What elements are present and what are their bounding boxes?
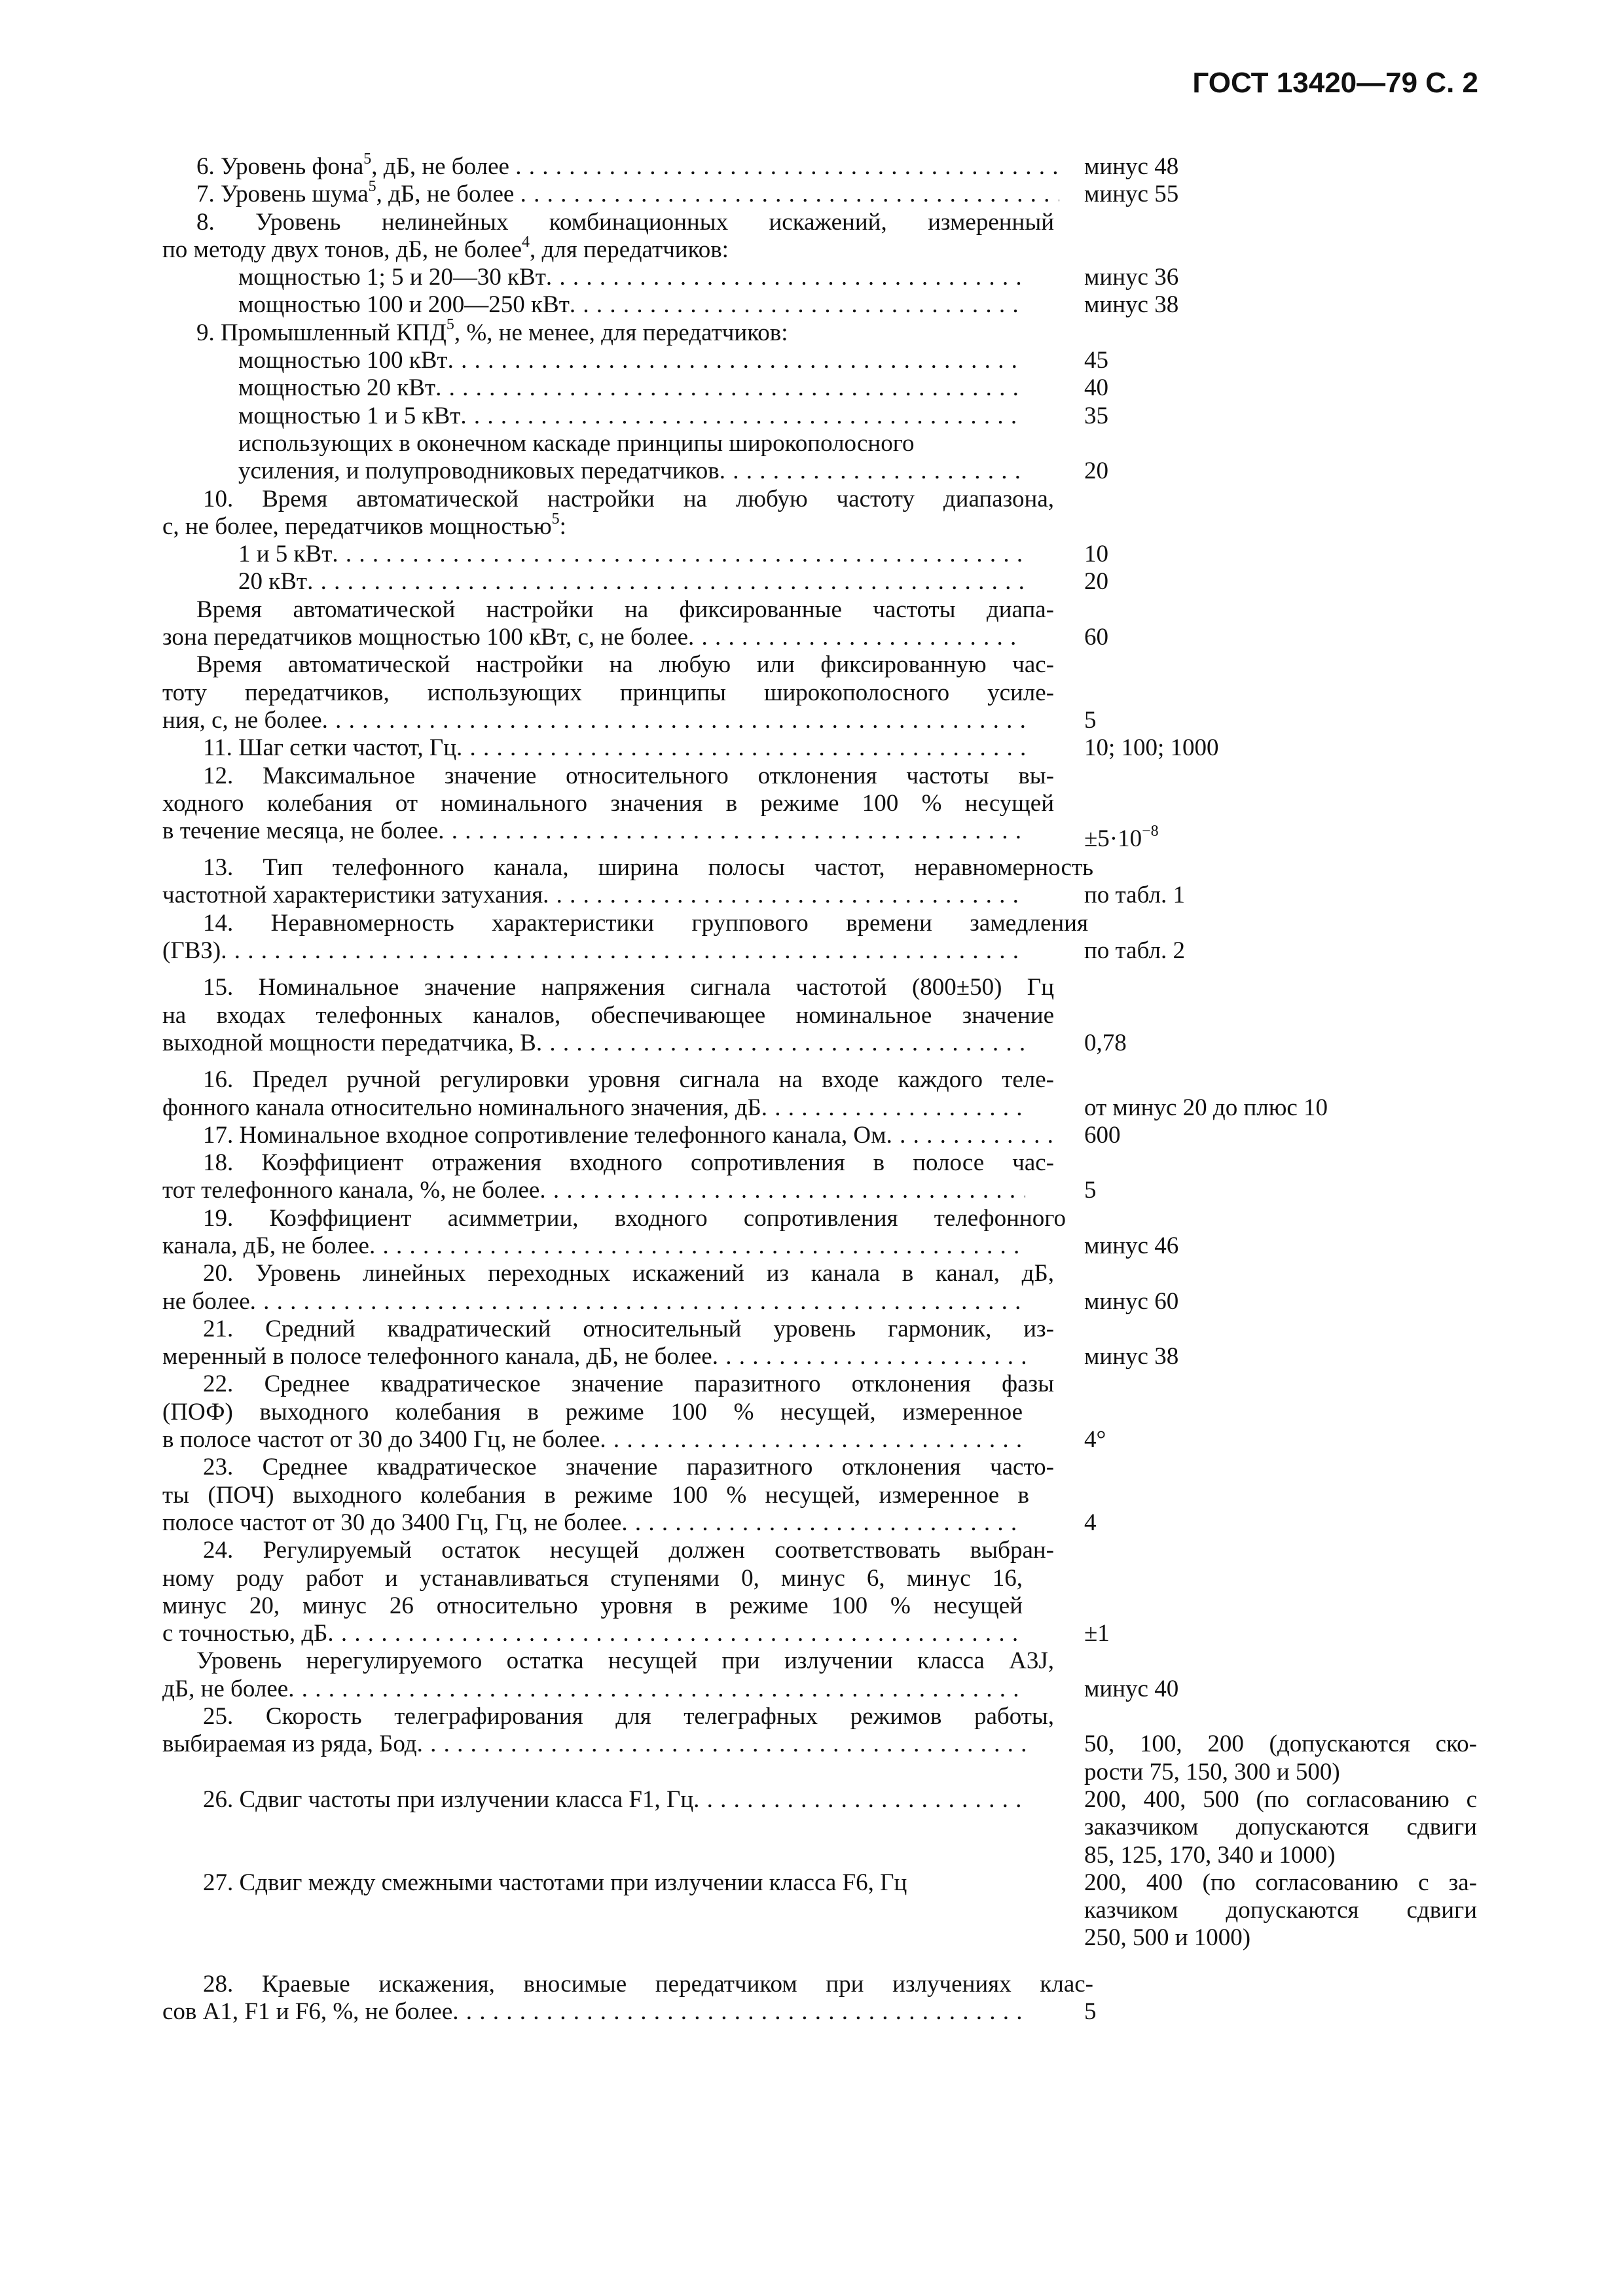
item-24-line: 24. Регулируемый остаток несущей должен соответствовать выбран- [203,1537,1054,1564]
item-11: 11. Шаг сетки частот, Гц . . . 10; 100; 1000 [162,734,1485,762]
item-27: 27. Сдвиг между смежными частотами при излучении класса F6, Гц 200, 400 (по согласованию с за- [203,1869,1477,1896]
item-13-line: 13. Тип телефонного канала, ширина полосы частот, неравномерность [203,854,1093,882]
page-header: ГОСТ 13420—79 С. 2 [1192,67,1478,99]
item-22-line: 22. Среднее квадратическое значение паразитного отклонения фазы [203,1371,1054,1398]
item-18-line: 18. Коэффициент отражения входного сопротивления в полосе час- [203,1149,1054,1177]
spec-list: 6. Уровень фона$^5$, дБ, не более . . . минус 48 7. Уровень шума$^5$, дБ, не более . . . минус 55 8. Уровень нелинейных комбинационных искажений, измеренный по методу двух тонов, дБ, не более$^4$, для передатчиков: мощностью 1; 5 и 20—30 кВт . . . минус 36 мощностью 100 и 200—250 кВт . . . минус 38 9. Промышленный КПД$^5$, %, не менее, для передатчиков: мощностью 100 кВт . . . 45 мощностью 20 кВт . . . 40 мощностью 1 и 5 кВт . . . 35 использующих в оконечном каскаде принципы широкополосного усиления, и полупроводниковых передатчиков . . . 20 10. Время автоматической настройки на любую частоту диапазона, с, не более, передатчиков мощностью$^5$: 1 и 5 кВт . . . 10 20 кВт . . . 20 Время автоматической настройки на фиксированные частоты диапа- зона передатчиков мощностью 100 кВт, с, не более . . . 60 Время автоматической настройки на любую или фиксированную час- тоту передатчиков, использующих принципы широкополосного усиле- ния, с, не более . . . 5 11. Шаг сетки частот, Гц . . . 10; 100; 1000 12. Максимальное значение относительного отклонения частоты вы- ходного колебания от номинального значения в режиме 100 % несущей в течение месяца, не более . . . $\pm 5\cdot 10^{-8}$ 13. Тип телефонного канала, ширина полосы частот, неравномерность частотной характеристики затухания . . . по табл. 1 14. Неравномерность характеристики группового времени замедления (ГВЗ) . . . по табл. 2 15. Номинальное значение напряжения сигнала частотой (800±50) Гц на входах телефонных каналов, обеспечивающее номинальное значение выходной мощности передатчика, В . . . 0,78 16. Предел ручной регулировки уровня сигнала на входе каждого теле- фонного канала относительно номинального значения, дБ . . . от минус 20 до плюс 10 17. Номинальное входное сопротивление телефонного канала, Ом . . . 600 18. Коэффициент отражения входного сопротивления в полосе час- тот телефонного канала, %, не более . . . 5 19. Коэффициент асимметрии, входного сопротивления телефонного канала, дБ, не более . . . минус 46 20. Уровень линейных переходных искажений из канала в канал, дБ, не более . . . минус 60 21. Средний квадратический относительный уровень гармоник, из- меренный в полосе телефонного канала, дБ, не более . . . минус 38 22. Среднее квадратическое значение паразитного отклонения фазы (ПОФ) выходного колебания в режиме 100 % несущей, измеренное в полосе частот от 30 до 3400 Гц, не более . . . 4° 23. Среднее квадратическое значение паразитного отклонения часто- ты (ПОЧ) выходного колебания в режиме 100 % несущей, измеренное в полосе частот от 30 до 3400 Гц, Гц, не более . . . 4 24. Регулируемый остаток несущей должен соответствовать выбран- ному роду работ и устанавливаться ступенями 0, минус 6, минус 16, минус 20, минус 26 относительно уровня в режиме 100 % несущей с точностью, дБ . . . ±1 Уровень нерегулируемого остатка несущей при излучении класса А3J, дБ, не более . . . минус 40 25. Скорость телеграфирования для телеграфных режимов работы, выбираемая из ряда, Бод . . . 50, 100, 200 (допускаются ско- рости 75, 150, 300 и 500) 26. Сдвиг частоты при излучении класса F1, Гц . . . 200, 400, 500 (по согласованию с заказчиком допускаются сдвиги 85, 125, 170, 340 и 1000) 27. Сдвиг между смежными частотами при излучении класса F6, Гц 200, 400 (по согласованию с за- казчиком допускаются сдвиги 250, 500 и 1000) 28. Краевые искажения, вносимые передатчиком при излучениях клас- сов А1, F1 и F6, %, не более . . . 5 [162,153,1485,2026]
item-7: 7. Уровень шума$^5$, дБ, не более . . . минус 55 [162,181,1485,208]
item-8-line: по методу двух тонов, дБ, не более$^4$, для передатчиков: [162,233,729,263]
item-9-line: 9. Промышленный КПД$^5$, %, не менее, для передатчиков: [196,316,788,346]
item-21-line: 21. Средний квадратический относительный уровень гармоник, из- [203,1315,1054,1342]
item-7-value: минус 55 [1084,181,1179,208]
item-14-line: 14. Неравномерность характеристики группового времени замедления [203,909,1088,937]
item-23-line: 23. Среднее квадратическое значение паразитного отклонения часто- [203,1454,1054,1481]
item-15-line: 15. Номинальное значение напряжения сигнала частотой (800±50) Гц [203,974,1054,1001]
item-26: 26. Сдвиг частоты при излучении класса F1, Гц . . . 200, 400, 500 (по согласованию с [162,1786,1485,1814]
item-19-line: 19. Коэффициент асимметрии, входного сопротивления телефонного [203,1204,1066,1232]
item-8-line: 8. Уровень нелинейных комбинационных искажений, измеренный [196,208,1054,236]
item-6: 6. Уровень фона$^5$, дБ, не более . . . минус 48 [162,153,1485,181]
item-12-line: 12. Максимальное значение относительного отклонения частоты вы- [203,762,1054,789]
item-28-line: 28. Краевые искажения, вносимые передатчиком при излучениях клас- [203,1970,1093,1998]
item-8-line: мощностью 1; 5 и 20—30 кВт . . . минус 36 [162,264,1485,291]
item-8-line: мощностью 100 и 200—250 кВт . . . минус 38 [162,291,1485,319]
item-25-line: 25. Скорость телеграфирования для телеграфных режимов работы, [203,1703,1054,1731]
item-20-line: 20. Уровень линейных переходных искажений из канала в канал, дБ, [203,1260,1054,1287]
item-10-line: 10. Время автоматической настройки на любую частоту диапазона, [203,485,1054,512]
item-6-value: минус 48 [1084,153,1179,180]
item-16-line: 16. Предел ручной регулировки уровня сигнала на входе каждого теле- [203,1066,1054,1094]
item-17: 17. Номинальное входное сопротивление телефонного канала, Ом . . . 600 [162,1122,1485,1149]
